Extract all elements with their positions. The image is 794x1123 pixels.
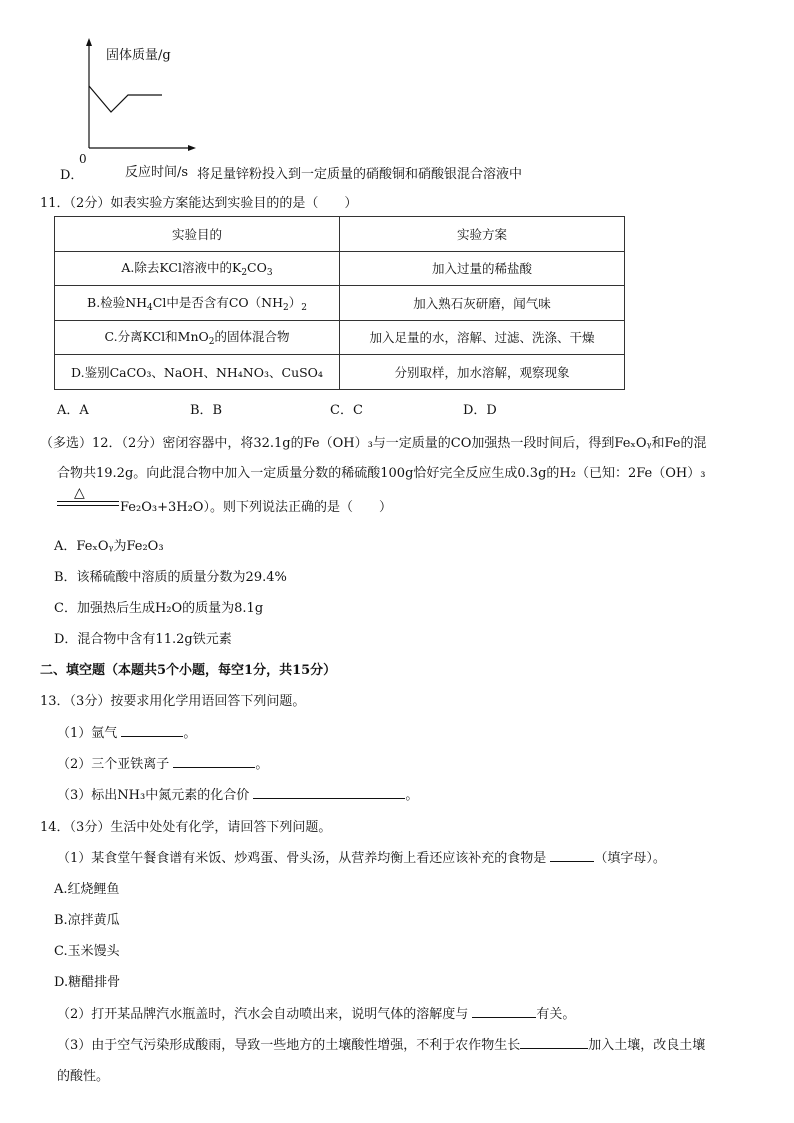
table-header-row — [55, 217, 625, 252]
reaction-equals — [57, 501, 119, 506]
q11-option-c: C．C — [330, 403, 363, 418]
goal-cell: D.鉴别CaCO₃、NaOH、NH₄NO₃、CuSO₄ — [55, 355, 340, 390]
header-goal: 实验目的 — [55, 217, 340, 252]
answer-blank[interactable] — [253, 786, 405, 799]
q13-item-1: （1）氩气 。 — [57, 726, 197, 741]
q14-part1: （1）某食堂午餐食谱有米饭、炒鸡蛋、骨头汤，从营养均衡上看还应该补充的食物是 （填字母）。 — [57, 851, 666, 866]
plan-cell: 加入熟石灰研磨，闻气味 — [340, 286, 625, 321]
q13-item-3: （3）标出NH₃中氮元素的化合价 。 — [57, 788, 419, 803]
q14-part3-cont: 的酸性。 — [57, 1069, 110, 1084]
table-row — [55, 320, 625, 355]
q12-line2: 合物共19.2g。向此混合物中加入一定质量分数的稀硫酸100g恰好完全反应生成0.3g的H₂（已知：2Fe（OH）₃ — [57, 466, 706, 481]
q11-option-a: A．A — [57, 403, 89, 418]
q14-stem: 14．（3分）生活中处处有化学，请回答下列问题。 — [40, 820, 332, 835]
table-row — [55, 251, 625, 286]
x-axis-label: 反应时间/s — [125, 165, 189, 180]
q14-part2: （2）打开某品牌汽水瓶盖时，汽水会自动喷出来，说明气体的溶解度与 有关。 — [57, 1007, 576, 1022]
answer-blank[interactable] — [550, 849, 594, 862]
q11-table — [54, 216, 625, 390]
q13-stem: 13．（3分）按要求用化学用语回答下列问题。 — [40, 694, 306, 709]
q14-part3: （3）由于空气污染形成酸雨，导致一些地方的土壤酸性增强，不利于农作物生长 加入土壤，改良土壤 — [57, 1038, 706, 1053]
plan-cell: 加入足量的水，溶解、过滤、洗涤、干燥 — [340, 320, 625, 355]
q12-line1: （多选）12．（2分）密闭容器中，将32.1g的Fe（OH）₃与一定质量的CO加强热一段时间后，得到FeₓOᵧ和Fe的混 — [40, 436, 707, 451]
header-plan: 实验方案 — [340, 217, 625, 252]
answer-blank[interactable] — [472, 1005, 536, 1018]
q12-option-a: A．FeₓOᵧ为Fe₂O₃ — [54, 539, 164, 554]
q11-option-d: D．D — [463, 403, 497, 418]
table-row — [55, 286, 625, 321]
y-axis-arrow — [86, 38, 92, 46]
answer-blank[interactable] — [173, 755, 255, 768]
goal-cell: B.检验$NH_4Cl$中是否含有$CO(NH_2)_2$ — [55, 286, 340, 321]
q13-item-2: （2）三个亚铁离子 。 — [57, 757, 269, 772]
q11-stem: 11．（2分）如表实验方案能达到实验目的的是（ ） — [40, 196, 358, 211]
goal-cell: A.除去KCl溶液中的$K_2CO_3$ — [55, 251, 340, 286]
section-heading: 二、填空题（本题共5个小题，每空1分，共15分） — [40, 663, 337, 678]
q14-choice-c: C.玉米馒头 — [54, 944, 120, 959]
answer-blank[interactable] — [520, 1036, 588, 1049]
table-row — [55, 355, 625, 390]
plan-cell: 分别取样，加水溶解，观察现象 — [340, 355, 625, 390]
origin-label: 0 — [79, 152, 87, 166]
q12-line3: Fe₂O₃+3H₂O）。则下列说法正确的是（ ） — [120, 500, 392, 515]
mass-curve — [89, 86, 162, 112]
q12-option-d: D．混合物中含有11.2g铁元素 — [54, 632, 232, 647]
option-d-letter: D． — [60, 168, 84, 183]
q14-choice-a: A.红烧鲤鱼 — [54, 882, 120, 897]
q12-option-b: B．该稀硫酸中溶质的质量分数为29.4% — [54, 570, 287, 585]
x-axis-arrow — [188, 145, 196, 151]
q14-choice-d: D.糖醋排骨 — [54, 975, 121, 990]
q12-option-c: C．加强热后生成H₂O的质量为8.1g — [54, 601, 264, 616]
goal-cell: C.分离KCl和MnO$_2$的固体混合物 — [55, 320, 340, 355]
q11-option-b: B．B — [190, 403, 223, 418]
q14-choice-b: B.凉拌黄瓜 — [54, 913, 120, 928]
heat-triangle: △ — [74, 485, 85, 501]
y-axis-label: 固体质量/g — [106, 48, 171, 63]
option-d-caption: 将足量锌粉投入到一定质量的硝酸铜和硝酸银混合溶液中 — [197, 167, 523, 182]
answer-blank[interactable] — [121, 724, 183, 737]
plan-cell: 加入过量的稀盐酸 — [340, 251, 625, 286]
